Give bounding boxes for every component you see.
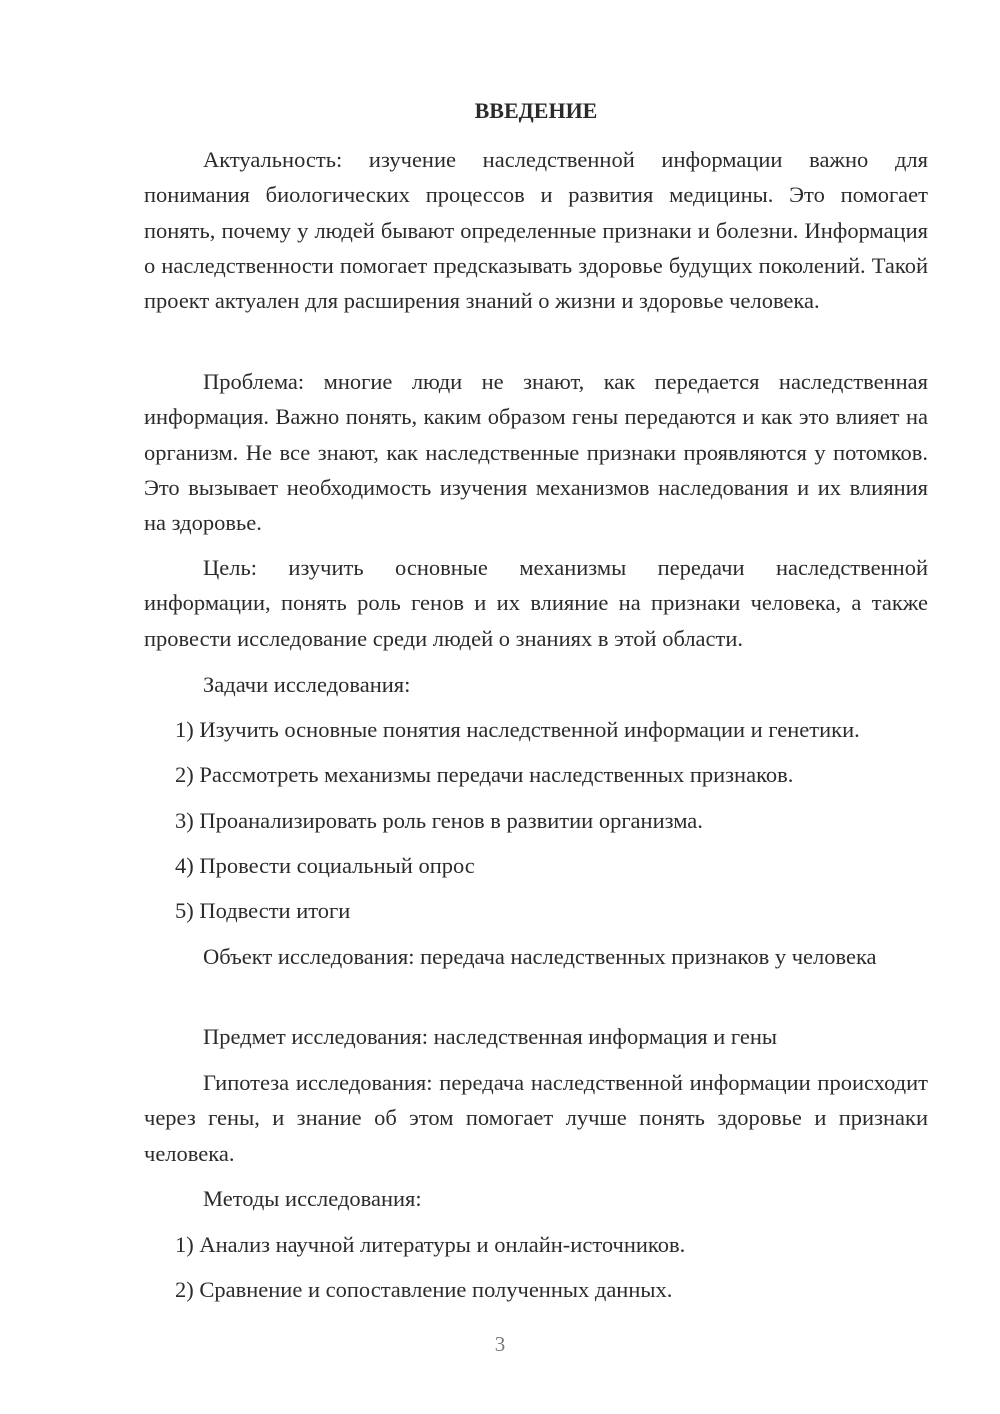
section-heading: ВВЕДЕНИЕ (474, 98, 598, 123)
methods-heading: Методы исследования: (203, 1186, 422, 1211)
method-item: 1) Анализ научной литературы и онлайн-источников. (175, 1232, 686, 1257)
task-item: 1) Изучить основные понятия наследственной информации и генетики. (175, 717, 860, 742)
task-item: 5) Подвести итоги (175, 898, 351, 923)
subject-paragraph: Предмет исследования: наследственная информация и гены (203, 1024, 777, 1049)
page-number: 3 (494, 1332, 506, 1356)
task-item: 3) Проанализировать роль генов в развитии организма. (175, 808, 703, 833)
relevance-paragraph: Актуальность: изучение наследственной информации важно для понимания биологических процессов и развития медицины. Это помогает понять, почему у людей бывают определенные признаки и болезни. Информация о наследственности помогает предсказывать здоровье будущих поколений. Такой проект актуален для расширения знаний о жизни и здоровье человека. (144, 147, 928, 314)
problem-paragraph: Проблема: многие люди не знают, как передается наследственная информация. Важно понять, каким образом гены передаются и как это влияет на организм. Не все знают, как наследственные признаки проявляются у потомков. Это вызывает необходимость изучения механизмов наследования и их влияния на здоровье. (144, 369, 928, 536)
task-item: 4) Провести социальный опрос (175, 853, 475, 878)
tasks-heading: Задачи исследования: (203, 672, 411, 697)
method-item: 2) Сравнение и сопоставление полученных данных. (175, 1277, 673, 1302)
hypothesis-paragraph: Гипотеза исследования: передача наследственной информации происходит через гены, и знание об этом помогает лучше понять здоровье и признаки человека. (144, 1070, 928, 1166)
goal-paragraph: Цель: изучить основные механизмы передачи наследственной информации, понять роль генов и их влияние на признаки человека, а также провести исследование среди людей о знаниях в этой области. (144, 555, 928, 651)
object-paragraph: Объект исследования: передача наследственных признаков у человека (203, 944, 877, 969)
task-item: 2) Рассмотреть механизмы передачи наследственных признаков. (175, 762, 794, 787)
